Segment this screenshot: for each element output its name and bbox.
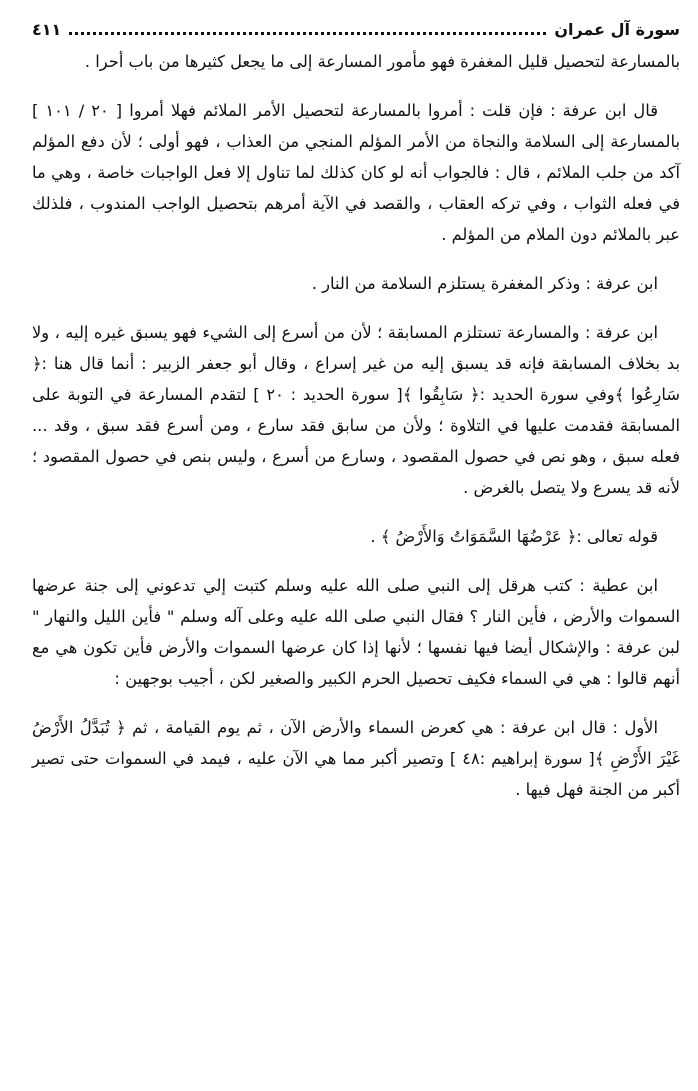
paragraph-verse-heading: قوله تعالى :﴿ عَرْضُهَا السَّمَوَاتُ وَالأَرْضُ ﴾ . xyxy=(370,527,658,546)
paragraph-ibn-atiyya: ابن عطية : كتب هرقل إلى النبي صلى الله عليه وسلم كتبت إلي تدعوني إلى جنة عرضها السموات والأرض ، فأين النار ؟ فقال النبي صلى الله عليه وعلى آله وسلم " فأين الليل والنهار " لبن عرفة : والإشكال أيضا فيها نفسها ؛ لأنها إذا كان عرضها السموات والأرض فأين تكون هي مع أنهم قالوا : هي في السماء فكيف تحصيل الحرم الكبير والصغير لكن ، أجيب بوجهين : xyxy=(32,576,680,688)
header-dotted-leader xyxy=(69,32,546,35)
paragraph-musabaqa: ابن عرفة : والمسارعة تستلزم المسابقة ؛ لأن من أسرع إلى الشيء فهو يسبق غيره إليه ، ولا بد بخلاف المسابقة فإنه قد يسبق إليه من غير إسراع ، وقال أبو جعفر الزبير : أنما قال هنا :﴿ سَارِعُوا ﴾وفي سورة الحديد :﴿ سَابِقُوا ﴾[ سورة الحديد : ٢٠ ] لتقدم المسارعة في التوبة على المسابقة فقدمت عليها في التلاوة ؛ ولأن من سابق فقد سارع ، ومن أسرع فقد سبق ، وقد ... فعله سبق ، وهو نص في حصول المقصود ، وسارع من أسرع ، وليس بنص في حصول المقصود ؛ لأنه قد يسرع ولا يتصل بالغرض . xyxy=(32,323,680,497)
running-header xyxy=(32,20,680,46)
page-number: ٤١١ xyxy=(32,20,62,39)
book-page xyxy=(32,20,680,1080)
surah-title: سورة آل عمران xyxy=(554,20,680,39)
paragraph-continuation: بالمسارعة لتحصيل قليل المغفرة فهو مأمور المسارعة إلى ما يجعل كثيرها من باب أحرا . xyxy=(84,52,680,71)
paragraph-first-answer: الأول : قال ابن عرفة : هي كعرض السماء والأرض الآن ، ثم يوم القيامة ، ثم ﴿ تُبَدَّلُ الأَرْضُ غَيْرَ الأَرْضِ ﴾[ سورة إبراهيم :٤٨ ] وتصير أكبر مما هي الآن عليه ، فيمد في السموات حتى تصير أكبر من الجنة فهل فيها . xyxy=(32,718,680,799)
paragraph-maghfira: ابن عرفة : وذكر المغفرة يستلزم السلامة من النار . xyxy=(311,274,658,293)
paragraph-ibn-arafa-question: قال ابن عرفة : فإن قلت : أمروا بالمسارعة لتحصيل الأمر الملائم فهلا أمروا [ ٢٠ / ١٠١ ] بالمسارعة إلى السلامة والنجاة من الأمر المؤلم المنجي من العذاب ، فهو أولى ؛ لأن دفع المؤلم آكد من جلب الملائم ، قال : فالجواب أنه لو كان كذلك لما تناول إلا فعل الواجبات خاصة ، وهي ما في فعله الثواب ، وفي تركه العقاب ، والقصد في الآية أمرهم بتحصيل الواجب المندوب ، فلذلك عبر بالملائم دون الملام من المؤلم . xyxy=(32,101,680,244)
body-text xyxy=(32,46,680,805)
